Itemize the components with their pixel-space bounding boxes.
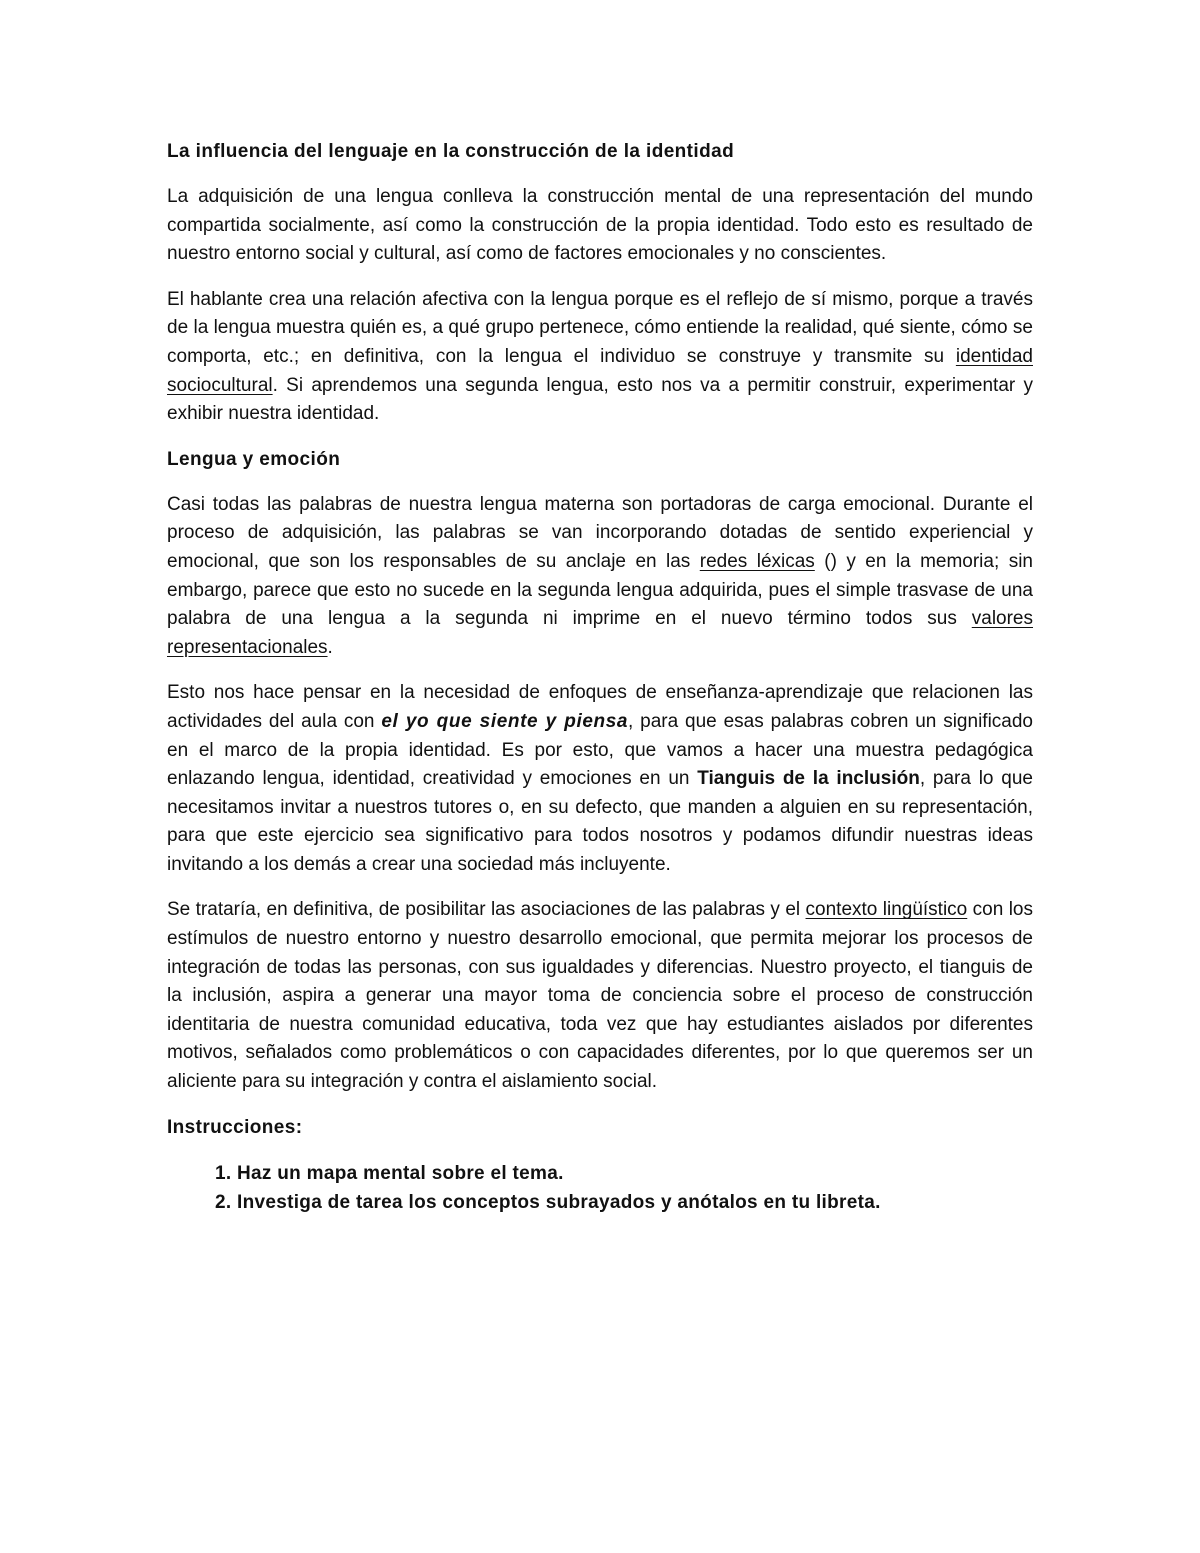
emphasis-tianguis: Tianguis de la inclusión [697, 768, 920, 790]
paragraph-3-text-middle: () y en la memoria; sin embargo, parece que esto no sucede en la segunda lengua adquirida, pues el simple trasvase de una palabra de una lengua a la segunda ni imprime en el nuevo término todos sus [167, 550, 1033, 630]
paragraph-2-text-end: . Si aprendemos una segunda lengua, esto nos va a permitir construir, experimentar y exhibir nuestra identidad. [167, 374, 1033, 425]
list-item: 2. Investiga de tarea los conceptos subrayados y anótalos en tu libreta. [237, 1188, 1033, 1217]
underlined-term-redes: redes léxicas [699, 550, 815, 572]
paragraph-4-text-end: , para lo que necesitamos invitar a nuestros tutores o, en su defecto, que manden a alguien en su representación, para que este ejercicio sea significativo para todos nosotros y podamos difundir nuestras ideas invitando a los demás a crear una sociedad más incluyente. [167, 768, 1033, 875]
paragraph-4-text: Esto nos hace pensar en la necesidad de enfoques de enseñanza-aprendizaje que relacionen las actividades del aula con [167, 682, 1033, 732]
paragraph-5-text: Se trataría, en definitiva, de posibilitar las asociaciones de las palabras y el [167, 899, 806, 921]
paragraph-2-text: El hablante crea una relación afectiva con la lengua porque es el reflejo de sí mismo, porque a través de la lengua muestra quién es, a qué grupo pertenece, cómo entiende la realidad, qué siente, cómo se comporta, etc.; en definitiva, con la lengua el individuo se construye y transmite su [167, 288, 1033, 367]
paragraph-3-text-end: . [327, 636, 333, 658]
underlined-term-identidad: identidad sociocultural [167, 345, 1033, 396]
instructions-heading: Instrucciones: [167, 1116, 303, 1138]
paragraph-3-text: Casi todas las palabras de nuestra lengua materna son portadoras de carga emocional. Durante el proceso de adquisición, las palabras se van incorporando dotadas de sentido experiencial y emocional, que son los responsables de su anclaje en las [167, 493, 1033, 572]
paragraph-5 [167, 896, 1033, 1096]
paragraph-2 [167, 286, 1033, 429]
list-item: 1. Haz un mapa mental sobre el tema. [237, 1159, 1033, 1188]
underlined-term-contexto: contexto lingüístico [805, 899, 968, 921]
paragraph-1: La adquisición de una lengua conlleva la construcción mental de una representación del mundo compartida socialmente, así como la construcción de la propia identidad. Todo esto es resultado de nuestro entorno social y cultural, así como de factores emocionales y no conscientes. [167, 186, 1033, 265]
document-body [167, 138, 1033, 1217]
paragraph-4-text-middle: , para que esas palabras cobren un significado en el marco de la propia identidad. Es por esto, que vamos a hacer una muestra pedagógica enlazando lengua, identidad, creatividad y emociones en un [167, 710, 1033, 790]
emphasis-yo-que-siente: el yo que siente y piensa [381, 710, 629, 732]
paragraph-3 [167, 491, 1033, 663]
instructions-list [167, 1159, 1033, 1217]
section-heading-lengua-emocion: Lengua y emoción [167, 448, 341, 470]
paragraph-5-text-end: con los estímulos de nuestro entorno y nuestro desarrollo emocional, que permita mejorar los procesos de integración de todas las personas, con sus igualdades y diferencias. Nuestro proyecto, el tianguis de la inclusión, aspira a generar una mayor toma de conciencia sobre el proceso de construcción identitaria de nuestra comunidad educativa, toda vez que hay estudiantes aislados por diferentes motivos, señalados como problemáticos o con capacidades diferentes, por lo que queremos ser un aliciente para su integración y contra el aislamiento social. [167, 899, 1034, 1093]
page-title: La influencia del lenguaje en la construcción de la identidad [167, 141, 735, 162]
underlined-term-valores: valores representacionales [167, 608, 1033, 658]
paragraph-4 [167, 679, 1033, 879]
